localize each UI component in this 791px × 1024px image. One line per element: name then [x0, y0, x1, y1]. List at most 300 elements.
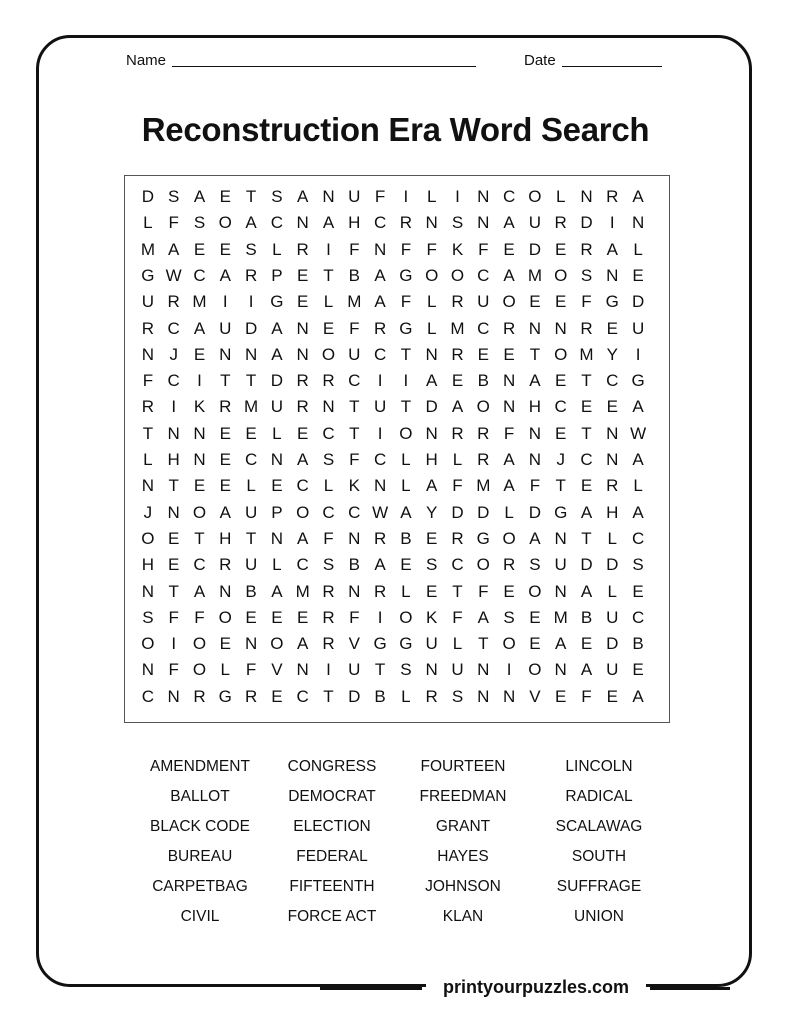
grid-letter[interactable]: A — [580, 660, 593, 680]
grid-letter[interactable]: G — [373, 634, 387, 654]
grid-letter[interactable]: S — [142, 607, 154, 627]
grid-letter[interactable]: U — [348, 187, 361, 206]
grid-letter[interactable]: O — [270, 634, 284, 654]
grid-letter[interactable]: H — [167, 450, 180, 469]
grid-letter[interactable]: A — [632, 686, 644, 706]
grid-letter[interactable]: N — [296, 213, 309, 233]
grid-letter[interactable]: P — [271, 502, 283, 522]
grid-letter[interactable]: V — [271, 660, 283, 680]
grid-letter[interactable]: I — [403, 187, 409, 206]
grid-letter[interactable]: R — [322, 581, 335, 601]
grid-letter[interactable]: T — [400, 344, 412, 364]
grid-letter[interactable]: H — [348, 213, 361, 233]
grid-letter[interactable]: F — [349, 239, 360, 259]
grid-letter[interactable]: E — [426, 581, 438, 601]
grid-letter[interactable]: L — [220, 660, 231, 680]
grid-letter[interactable]: W — [372, 502, 389, 522]
grid-letter[interactable]: C — [502, 187, 516, 206]
grid-letter[interactable]: O — [296, 502, 310, 522]
grid-letter[interactable]: L — [426, 318, 437, 338]
grid-letter[interactable]: N — [528, 423, 542, 443]
grid-letter[interactable]: B — [245, 581, 257, 601]
grid-letter[interactable]: L — [633, 476, 643, 496]
grid-letter[interactable]: S — [193, 213, 206, 233]
grid-letter[interactable]: P — [271, 265, 283, 285]
grid-letter[interactable]: D — [631, 292, 645, 312]
grid-letter[interactable]: O — [450, 265, 465, 285]
grid-letter[interactable]: L — [633, 239, 643, 259]
grid-letter[interactable]: T — [374, 660, 386, 680]
grid-letter[interactable]: A — [580, 581, 593, 601]
grid-letter[interactable]: L — [323, 292, 334, 312]
grid-letter[interactable]: F — [168, 660, 179, 680]
grid-letter[interactable]: A — [503, 265, 515, 285]
grid-letter[interactable]: N — [606, 265, 619, 285]
grid-letter[interactable]: E — [580, 634, 593, 654]
grid-letter[interactable]: R — [322, 371, 335, 391]
grid-letter[interactable]: N — [425, 423, 438, 443]
grid-letter[interactable]: R — [373, 581, 387, 601]
grid-letter[interactable]: R — [193, 686, 206, 706]
grid-letter[interactable]: N — [270, 450, 284, 469]
grid-letter[interactable]: E — [219, 450, 231, 469]
grid-letter[interactable]: A — [193, 187, 206, 206]
grid-letter[interactable]: E — [580, 397, 593, 417]
grid-letter[interactable]: R — [425, 686, 438, 706]
grid-letter[interactable]: F — [529, 476, 541, 496]
grid-letter[interactable]: N — [425, 660, 438, 680]
grid-letter[interactable]: J — [556, 450, 565, 469]
grid-letter[interactable]: L — [401, 581, 411, 601]
grid-letter[interactable]: D — [244, 318, 258, 338]
grid-letter[interactable]: C — [477, 318, 490, 338]
grid-letter[interactable]: M — [295, 581, 310, 601]
grid-letter[interactable]: K — [348, 476, 360, 496]
grid-letter[interactable]: B — [580, 607, 593, 627]
grid-letter[interactable]: R — [580, 239, 593, 259]
grid-letter[interactable]: E — [193, 476, 206, 496]
grid-letter[interactable]: N — [502, 686, 516, 706]
grid-letter[interactable]: R — [451, 292, 464, 312]
grid-letter[interactable]: A — [400, 502, 412, 522]
grid-letter[interactable]: R — [606, 476, 619, 496]
grid-letter[interactable]: V — [529, 686, 541, 706]
grid-letter[interactable]: R — [296, 239, 309, 259]
grid-letter[interactable]: U — [348, 660, 361, 680]
grid-letter[interactable]: N — [554, 318, 567, 338]
grid-letter[interactable]: B — [374, 686, 386, 706]
grid-letter[interactable]: M — [192, 292, 207, 312]
grid-letter[interactable]: T — [168, 476, 179, 496]
grid-letter[interactable]: E — [322, 318, 335, 338]
grid-letter[interactable]: C — [167, 318, 180, 338]
grid-letter[interactable]: A — [529, 371, 541, 391]
grid-letter[interactable]: E — [503, 344, 515, 364]
grid-letter[interactable]: I — [197, 371, 202, 391]
grid-letter[interactable]: F — [581, 686, 592, 706]
grid-letter[interactable]: E — [503, 581, 515, 601]
grid-letter[interactable]: N — [167, 686, 180, 706]
grid-letter[interactable]: A — [193, 581, 206, 601]
grid-letter[interactable]: U — [554, 555, 567, 575]
grid-letter[interactable]: N — [373, 476, 387, 496]
grid-letter[interactable]: T — [400, 397, 412, 417]
grid-letter[interactable]: C — [631, 528, 645, 548]
grid-letter[interactable]: O — [425, 265, 439, 285]
grid-letter[interactable]: F — [374, 187, 386, 206]
grid-letter[interactable]: A — [219, 265, 231, 285]
grid-letter[interactable]: L — [555, 187, 566, 206]
grid-letter[interactable]: E — [632, 660, 644, 680]
grid-letter[interactable]: G — [605, 292, 619, 312]
grid-letter[interactable]: A — [245, 213, 257, 233]
grid-letter[interactable]: L — [143, 450, 153, 469]
grid-letter[interactable]: A — [555, 634, 567, 654]
grid-letter[interactable]: J — [169, 344, 178, 364]
grid-letter[interactable]: C — [296, 476, 309, 496]
grid-letter[interactable]: A — [632, 187, 644, 206]
grid-letter[interactable]: N — [244, 344, 258, 364]
grid-letter[interactable]: C — [167, 371, 180, 391]
grid-letter[interactable]: S — [322, 555, 335, 575]
grid-letter[interactable]: O — [218, 213, 232, 233]
grid-letter[interactable]: K — [451, 239, 464, 259]
grid-letter[interactable]: U — [425, 634, 438, 654]
grid-letter[interactable]: S — [529, 555, 541, 575]
grid-letter[interactable]: A — [503, 213, 515, 233]
grid-letter[interactable]: M — [450, 318, 465, 338]
grid-letter[interactable]: F — [452, 476, 463, 496]
grid-letter[interactable]: L — [272, 423, 282, 443]
grid-letter[interactable]: A — [168, 239, 180, 259]
grid-letter[interactable]: F — [426, 239, 437, 259]
grid-letter[interactable]: U — [141, 292, 155, 312]
grid-letter[interactable]: Y — [606, 344, 618, 364]
grid-letter[interactable]: R — [451, 344, 464, 364]
grid-letter[interactable]: M — [347, 292, 362, 312]
grid-letter[interactable]: C — [141, 686, 155, 706]
grid-letter[interactable]: D — [580, 213, 593, 233]
grid-letter[interactable]: D — [425, 397, 438, 417]
grid-letter[interactable]: E — [193, 239, 206, 259]
grid-letter[interactable]: H — [141, 555, 155, 575]
grid-letter[interactable]: E — [555, 371, 567, 391]
grid-letter[interactable]: U — [606, 607, 619, 627]
grid-letter[interactable]: T — [220, 371, 231, 391]
grid-letter[interactable]: I — [377, 371, 383, 391]
grid-letter[interactable]: N — [167, 502, 180, 522]
grid-letter[interactable]: R — [167, 292, 180, 312]
grid-letter[interactable]: T — [555, 476, 566, 496]
grid-letter[interactable]: G — [399, 634, 413, 654]
grid-letter[interactable]: C — [580, 450, 593, 469]
grid-letter[interactable]: T — [349, 423, 360, 443]
grid-letter[interactable]: R — [399, 213, 413, 233]
grid-letter[interactable]: E — [606, 397, 618, 417]
grid-letter[interactable]: O — [141, 634, 155, 654]
grid-letter[interactable]: R — [322, 634, 335, 654]
grid-letter[interactable]: E — [271, 476, 283, 496]
grid-letter[interactable]: U — [373, 397, 387, 417]
grid-letter[interactable]: A — [426, 476, 438, 496]
grid-letter[interactable]: K — [193, 397, 206, 417]
grid-letter[interactable]: H — [606, 502, 619, 522]
grid-letter[interactable]: R — [451, 528, 464, 548]
grid-letter[interactable]: N — [141, 660, 155, 680]
grid-letter[interactable]: N — [244, 634, 258, 654]
grid-letter[interactable]: E — [245, 607, 257, 627]
grid-letter[interactable]: D — [477, 502, 490, 522]
grid-letter[interactable]: E — [529, 634, 541, 654]
grid-letter[interactable]: A — [193, 318, 206, 338]
grid-letter[interactable]: F — [142, 371, 154, 391]
grid-letter[interactable]: R — [580, 318, 593, 338]
grid-letter[interactable]: U — [348, 344, 361, 364]
grid-letter[interactable]: M — [244, 397, 259, 417]
grid-letter[interactable]: C — [477, 265, 490, 285]
grid-letter[interactable]: C — [322, 502, 335, 522]
grid-letter[interactable]: H — [219, 528, 232, 548]
grid-letter[interactable]: N — [528, 450, 542, 469]
grid-letter[interactable]: C — [244, 450, 258, 469]
grid-letter[interactable]: A — [374, 292, 386, 312]
grid-letter[interactable]: N — [606, 423, 619, 443]
grid-letter[interactable]: A — [297, 450, 309, 469]
grid-letter[interactable]: T — [349, 397, 360, 417]
grid-letter[interactable]: N — [219, 344, 232, 364]
grid-letter[interactable]: B — [348, 265, 360, 285]
grid-letter[interactable]: U — [477, 292, 490, 312]
grid-letter[interactable]: N — [477, 660, 490, 680]
grid-letter[interactable]: N — [477, 686, 490, 706]
grid-letter[interactable]: R — [373, 318, 387, 338]
grid-letter[interactable]: N — [322, 187, 335, 206]
grid-letter[interactable]: Y — [426, 502, 438, 522]
grid-letter[interactable]: E — [555, 686, 567, 706]
grid-letter[interactable]: R — [502, 555, 516, 575]
grid-letter[interactable]: I — [248, 292, 254, 312]
grid-letter[interactable]: F — [168, 607, 179, 627]
grid-letter[interactable]: N — [477, 187, 490, 206]
grid-letter[interactable]: H — [425, 450, 438, 469]
grid-letter[interactable]: O — [528, 187, 542, 206]
grid-letter[interactable]: F — [581, 292, 592, 312]
grid-letter[interactable]: L — [246, 476, 256, 496]
grid-letter[interactable]: E — [580, 476, 593, 496]
grid-letter[interactable]: E — [426, 528, 438, 548]
grid-letter[interactable]: C — [373, 450, 387, 469]
grid-letter[interactable]: B — [477, 371, 489, 391]
grid-letter[interactable]: G — [476, 528, 490, 548]
grid-letter[interactable]: L — [143, 213, 153, 233]
grid-letter[interactable]: N — [322, 397, 335, 417]
grid-letter[interactable]: A — [503, 450, 515, 469]
grid-letter[interactable]: A — [426, 371, 438, 391]
grid-letter[interactable]: L — [401, 686, 411, 706]
grid-letter[interactable]: S — [271, 187, 283, 206]
grid-letter[interactable]: L — [607, 581, 618, 601]
grid-letter[interactable]: N — [167, 423, 180, 443]
grid-letter[interactable]: E — [529, 292, 541, 312]
grid-letter[interactable]: E — [503, 239, 515, 259]
grid-letter[interactable]: R — [244, 265, 258, 285]
grid-letter[interactable]: U — [451, 660, 464, 680]
grid-letter[interactable]: G — [631, 371, 645, 391]
grid-letter[interactable]: O — [502, 634, 516, 654]
grid-letter[interactable]: T — [581, 371, 592, 391]
grid-letter[interactable]: O — [321, 344, 336, 364]
grid-letter[interactable]: A — [271, 318, 283, 338]
grid-letter[interactable]: E — [297, 292, 309, 312]
grid-letter[interactable]: E — [271, 607, 283, 627]
grid-letter[interactable]: E — [297, 607, 309, 627]
grid-letter[interactable]: K — [426, 607, 438, 627]
grid-letter[interactable]: E — [555, 239, 567, 259]
grid-letter[interactable]: O — [476, 397, 490, 417]
grid-letter[interactable]: C — [348, 371, 361, 391]
grid-letter[interactable]: T — [323, 265, 334, 285]
grid-letter[interactable]: U — [219, 318, 232, 338]
grid-letter[interactable]: O — [399, 423, 413, 443]
grid-letter[interactable]: N — [141, 581, 155, 601]
grid-letter[interactable]: G — [399, 318, 413, 338]
grid-letter[interactable]: E — [297, 423, 309, 443]
grid-letter[interactable]: V — [348, 634, 360, 654]
grid-letter[interactable]: S — [580, 265, 593, 285]
grid-letter[interactable]: A — [529, 528, 541, 548]
grid-letter[interactable]: C — [193, 265, 206, 285]
grid-letter[interactable]: E — [168, 528, 180, 548]
grid-letter[interactable]: J — [143, 502, 153, 522]
grid-letter[interactable]: G — [218, 686, 232, 706]
grid-letter[interactable]: O — [399, 607, 413, 627]
grid-letter[interactable]: D — [528, 502, 542, 522]
grid-letter[interactable]: T — [194, 528, 205, 548]
grid-letter[interactable]: N — [193, 423, 206, 443]
grid-letter[interactable]: E — [219, 423, 231, 443]
grid-letter[interactable]: O — [554, 344, 568, 364]
grid-letter[interactable]: T — [168, 581, 179, 601]
grid-letter[interactable]: M — [140, 239, 155, 259]
grid-letter[interactable]: N — [502, 397, 516, 417]
grid-letter[interactable]: U — [631, 318, 645, 338]
grid-letter[interactable]: I — [403, 371, 409, 391]
grid-letter[interactable]: F — [400, 292, 412, 312]
grid-letter[interactable]: F — [478, 239, 489, 259]
grid-letter[interactable]: L — [504, 502, 514, 522]
grid-letter[interactable]: N — [502, 371, 516, 391]
grid-letter[interactable]: C — [554, 397, 567, 417]
grid-letter[interactable]: C — [322, 423, 335, 443]
grid-letter[interactable]: E — [477, 344, 489, 364]
grid-letter[interactable]: T — [245, 187, 257, 206]
grid-letter[interactable]: N — [554, 528, 567, 548]
grid-letter[interactable]: E — [219, 239, 231, 259]
grid-letter[interactable]: C — [296, 686, 309, 706]
grid-letter[interactable]: S — [451, 686, 464, 706]
grid-letter[interactable]: D — [580, 555, 593, 575]
grid-letter[interactable]: A — [606, 239, 618, 259]
grid-letter[interactable]: F — [245, 660, 257, 680]
date-line[interactable] — [562, 66, 662, 67]
grid-letter[interactable]: R — [373, 528, 387, 548]
grid-letter[interactable]: B — [400, 528, 412, 548]
grid-letter[interactable]: C — [373, 213, 387, 233]
grid-letter[interactable]: A — [580, 502, 593, 522]
grid-letter[interactable]: R — [219, 555, 232, 575]
grid-letter[interactable]: E — [400, 555, 412, 575]
grid-letter[interactable]: D — [348, 686, 361, 706]
grid-letter[interactable]: R — [502, 318, 516, 338]
grid-letter[interactable]: M — [527, 265, 542, 285]
grid-letter[interactable]: D — [270, 371, 284, 391]
grid-letter[interactable]: A — [451, 397, 464, 417]
grid-letter[interactable]: I — [455, 187, 460, 206]
grid-letter[interactable]: R — [477, 450, 490, 469]
grid-letter[interactable]: E — [168, 555, 180, 575]
grid-letter[interactable]: O — [141, 528, 155, 548]
name-line[interactable] — [172, 66, 476, 67]
grid-letter[interactable]: E — [245, 423, 257, 443]
grid-letter[interactable]: S — [451, 213, 464, 233]
grid-letter[interactable]: T — [478, 634, 489, 654]
grid-letter[interactable]: I — [635, 344, 641, 364]
grid-letter[interactable]: C — [631, 607, 645, 627]
grid-letter[interactable]: I — [506, 660, 512, 680]
grid-letter[interactable]: N — [606, 450, 619, 469]
grid-letter[interactable]: U — [244, 555, 258, 575]
grid-letter[interactable]: R — [141, 318, 155, 338]
grid-letter[interactable]: F — [349, 450, 360, 469]
grid-letter[interactable]: E — [451, 371, 464, 391]
grid-letter[interactable]: R — [322, 607, 335, 627]
grid-letter[interactable]: R — [554, 213, 567, 233]
grid-letter[interactable]: O — [528, 581, 542, 601]
grid-letter[interactable]: O — [554, 265, 568, 285]
grid-letter[interactable]: E — [606, 318, 618, 338]
grid-letter[interactable]: D — [528, 239, 542, 259]
grid-letter[interactable]: A — [297, 187, 309, 206]
grid-letter[interactable]: I — [377, 607, 383, 627]
grid-letter[interactable]: L — [607, 528, 618, 548]
grid-letter[interactable]: L — [323, 476, 334, 496]
grid-letter[interactable]: A — [503, 476, 515, 496]
grid-letter[interactable]: E — [193, 344, 206, 364]
grid-letter[interactable]: E — [632, 581, 644, 601]
grid-letter[interactable]: L — [272, 555, 282, 575]
grid-letter[interactable]: E — [219, 476, 231, 496]
grid-letter[interactable]: C — [193, 555, 206, 575]
grid-letter[interactable]: E — [219, 634, 231, 654]
grid-letter[interactable]: R — [244, 686, 258, 706]
grid-letter[interactable]: A — [374, 555, 386, 575]
grid-letter[interactable]: O — [218, 607, 232, 627]
grid-letter[interactable]: R — [296, 371, 309, 391]
grid-letter[interactable]: L — [272, 239, 282, 259]
grid-letter[interactable]: T — [452, 581, 463, 601]
grid-letter[interactable]: I — [171, 634, 177, 654]
grid-letter[interactable]: C — [296, 555, 309, 575]
grid-letter[interactable]: T — [245, 528, 257, 548]
grid-letter[interactable]: S — [322, 450, 335, 469]
grid-letter[interactable]: R — [296, 397, 309, 417]
grid-letter[interactable]: O — [528, 660, 542, 680]
grid-letter[interactable]: B — [348, 555, 360, 575]
grid-letter[interactable]: C — [451, 555, 464, 575]
grid-letter[interactable]: N — [141, 476, 155, 496]
grid-letter[interactable]: T — [142, 423, 154, 443]
grid-letter[interactable]: O — [476, 555, 490, 575]
